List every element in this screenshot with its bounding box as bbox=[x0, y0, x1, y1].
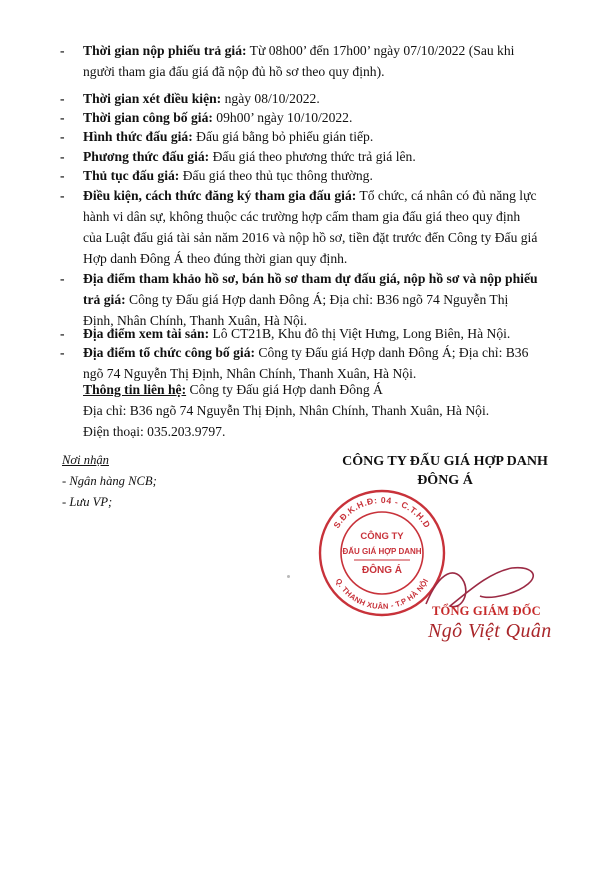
list-item-document-location bbox=[60, 268, 540, 331]
item-label: Hình thức đấu giá: bbox=[83, 129, 193, 144]
item-text: Đấu giá theo phương thức trả giá lên. bbox=[209, 149, 416, 164]
bullet-dash: - bbox=[60, 168, 65, 183]
signature-role: TỔNG GIÁM ĐỐC bbox=[432, 604, 541, 618]
bullet-dash: - bbox=[60, 43, 65, 58]
contact-address: Địa chỉ: B36 ngõ 74 Nguyễn Thị Định, Nhân Chính, Thanh Xuân, Hà Nội. bbox=[83, 403, 490, 418]
list-item-viewing-location bbox=[60, 323, 540, 344]
list-item-auction-method bbox=[60, 146, 540, 167]
bullet-dash: - bbox=[60, 149, 65, 164]
list-item-auction-form bbox=[60, 126, 540, 147]
list-item-submission-time bbox=[60, 40, 540, 82]
item-label: Địa điểm tổ chức công bố giá: bbox=[83, 345, 256, 360]
item-text: 09h00’ ngày 10/10/2022. bbox=[212, 110, 353, 125]
scan-speck bbox=[287, 575, 290, 578]
item-label: Điều kiện, cách thức đăng ký tham gia đấu giá: bbox=[83, 188, 357, 203]
contact-info bbox=[83, 379, 553, 442]
recipients-block bbox=[62, 450, 157, 513]
item-label: Địa điểm tham khảo hồ sơ, bán hồ sơ tham dự đấu giá, nộp hồ sơ và nộp phiếu trả giá: bbox=[83, 271, 538, 307]
seal-ring-text: S.Đ.K.H.Đ: 04 - C.T.H.D bbox=[331, 494, 433, 530]
item-text: Tổ chức, cá nhân có đủ năng lực hành vi dân sự, không thuộc các trường hợp cấm tham gia đấu giá theo quy định của Luật đấu giá tài sản năm 2016 và nộp hồ sơ, tiền đặt trước đến Công ty Đấu giá Hợp danh Đông Á theo đúng thời gian quy định. bbox=[83, 188, 538, 266]
bullet-dash: - bbox=[60, 345, 65, 360]
seal-center-line2: ĐẤU GIÁ HỢP DANH bbox=[342, 547, 422, 556]
seal-ring-bottom: Q. THANH XUÂN - T.P HÀ NỘI bbox=[333, 576, 431, 612]
item-text: Lô CT21B, Khu đô thị Việt Hưng, Long Biên, Hà Nội. bbox=[209, 326, 511, 341]
bullet-dash: - bbox=[60, 129, 65, 144]
bullet-dash: - bbox=[60, 110, 65, 125]
item-text: Công ty Đấu giá Hợp danh Đông Á; Địa chỉ: B36 ngõ 74 Nguyễn Thị Định, Nhân Chính, Thanh Xuân, Hà Nội. bbox=[83, 292, 509, 328]
bullet-dash: - bbox=[60, 91, 65, 106]
recipient-item: - Lưu VP; bbox=[62, 495, 113, 509]
signature-company bbox=[335, 452, 555, 490]
bullet-dash: - bbox=[60, 326, 65, 341]
seal-center-line3: ĐÔNG Á bbox=[362, 565, 402, 576]
item-label: Thời gian nộp phiếu trả giá: bbox=[83, 43, 247, 58]
seal-center-line1: CÔNG TY bbox=[360, 531, 404, 542]
list-item-conditions bbox=[60, 185, 540, 269]
signature-name: Ngô Việt Quân bbox=[428, 620, 552, 642]
recipient-item: - Ngân hàng NCB; bbox=[62, 474, 157, 488]
list-item-announce-location bbox=[60, 342, 540, 384]
item-label: Phương thức đấu giá: bbox=[83, 149, 210, 164]
item-text: Đấu giá theo thủ tục thông thường. bbox=[179, 168, 373, 183]
list-item-announce-time bbox=[60, 107, 540, 128]
item-label: Thời gian xét điều kiện: bbox=[83, 91, 222, 106]
item-text: Từ 08h00’ đến 17h00’ ngày 07/10/2022 (Sau khi người tham gia đấu giá đã nộp đủ hồ sơ theo quy định). bbox=[83, 43, 515, 79]
list-item-procedure bbox=[60, 165, 540, 186]
signature-company-line1: CÔNG TY ĐẤU GIÁ HỢP DANH bbox=[342, 454, 548, 469]
contact-phone: Điện thoại: 035.203.9797. bbox=[83, 424, 226, 439]
list-item-review-time bbox=[60, 88, 540, 109]
contact-company: Công ty Đấu giá Hợp danh Đông Á bbox=[186, 382, 383, 397]
contact-heading: Thông tin liên hệ: bbox=[83, 382, 187, 397]
item-text: Công ty Đấu giá Hợp danh Đông Á; Địa chỉ: B36 ngõ 74 Nguyễn Thị Định, Nhân Chính, Thanh Xuân, Hà Nội. bbox=[83, 345, 529, 381]
item-text: Đấu giá bằng bỏ phiếu gián tiếp. bbox=[192, 129, 374, 144]
item-label: Địa điểm xem tài sản: bbox=[83, 326, 210, 341]
signature-company-line2: ĐÔNG Á bbox=[417, 473, 473, 488]
bullet-dash: - bbox=[60, 271, 65, 286]
item-label: Thủ tục đấu giá: bbox=[83, 168, 180, 183]
item-text: ngày 08/10/2022. bbox=[221, 91, 320, 106]
recipients-title: Nơi nhận bbox=[62, 453, 109, 467]
bullet-dash: - bbox=[60, 188, 65, 203]
item-label: Thời gian công bố giá: bbox=[83, 110, 213, 125]
